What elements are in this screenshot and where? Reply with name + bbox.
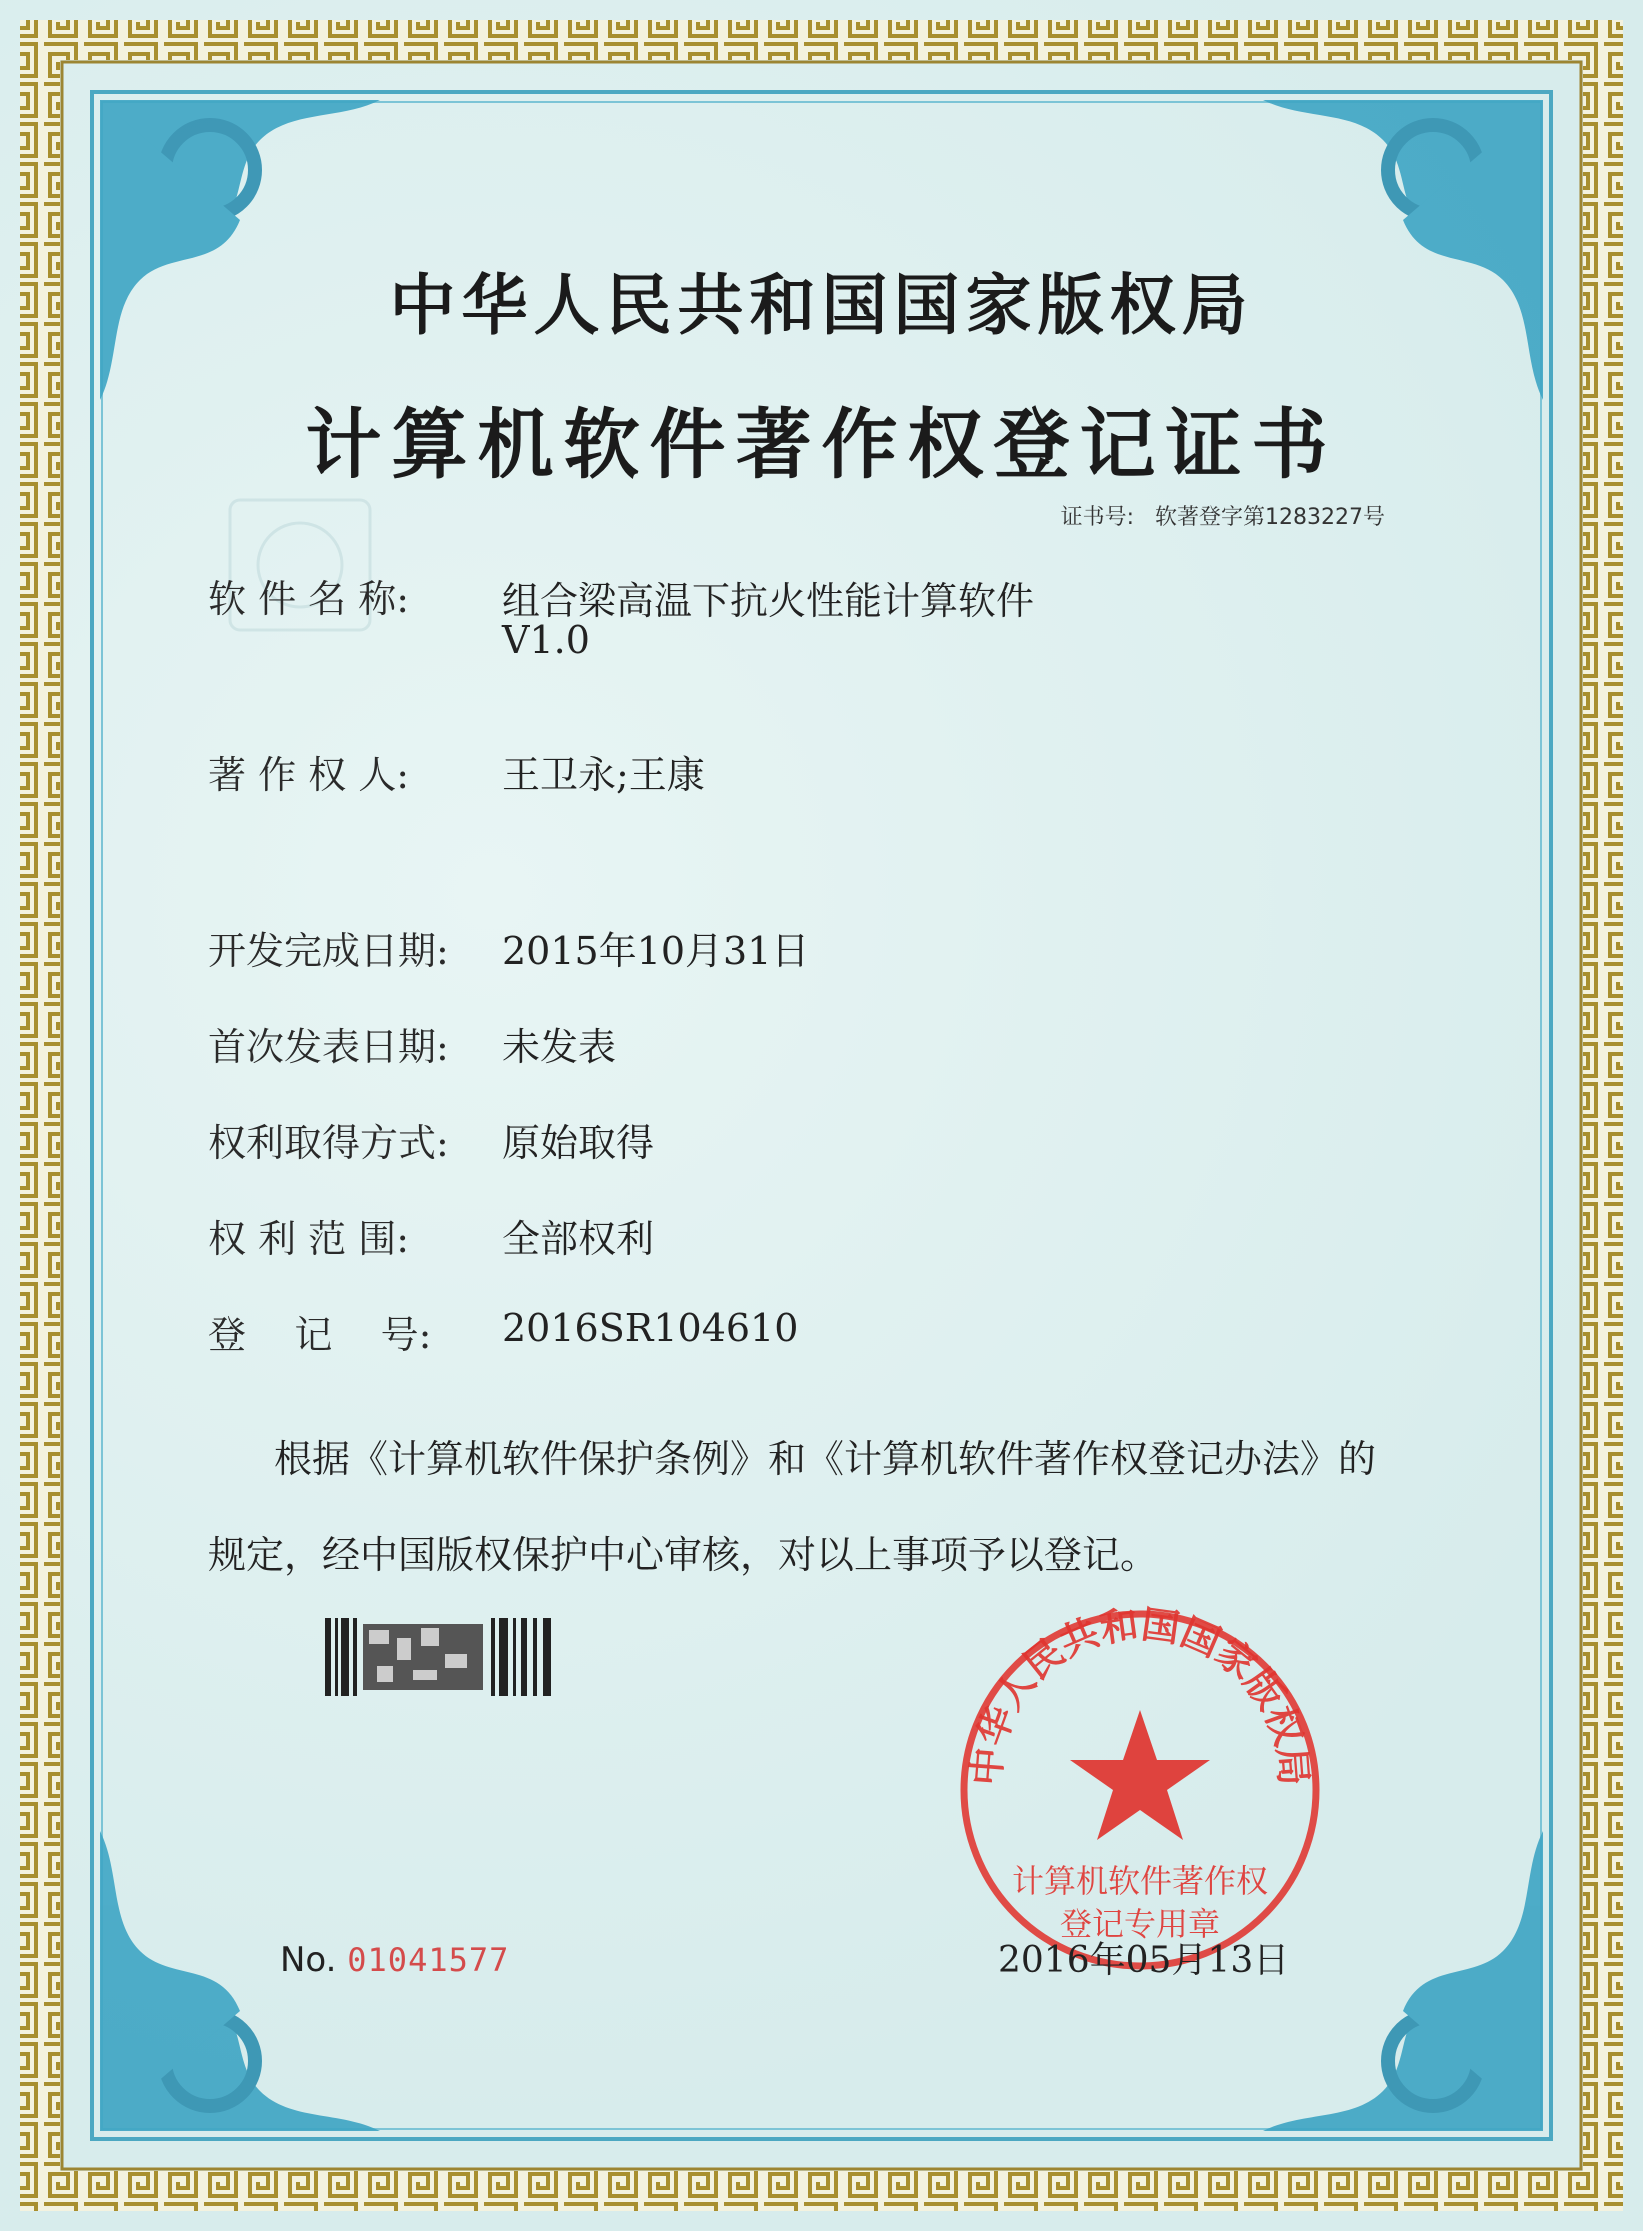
- issue-date: 2016年05月13日: [998, 1940, 1290, 1981]
- certificate-number-value: 软著登字第1283227号: [1155, 505, 1385, 530]
- field-value-completion-date: 2015年10月31日: [502, 929, 810, 973]
- barcode-image: [325, 1618, 557, 1696]
- field-label-registration-number: 登 记 号:: [208, 1313, 432, 1357]
- field-label-first-publish-date: 首次发表日期:: [208, 1025, 449, 1069]
- field-label-copyright-owner: 著 作 权 人:: [208, 753, 410, 797]
- corner-ornament-top-left: [100, 100, 380, 400]
- statement-line-1: 根据《计算机软件保护条例》和《计算机软件著作权登记办法》的: [274, 1437, 1377, 1481]
- field-label-software-name: 软 件 名 称:: [208, 577, 410, 621]
- field-value-acquisition-method: 原始取得: [502, 1121, 655, 1165]
- official-seal: [950, 1600, 1330, 1980]
- certificate-number: [1061, 500, 1385, 531]
- corner-ornament-top-right: [1263, 100, 1543, 400]
- certificate-title: 计算机软件著作权登记证书: [305, 400, 1338, 489]
- serial-number: [280, 1940, 509, 1980]
- field-value-rights-scope: 全部权利: [502, 1217, 655, 1261]
- field-value-software-version: V1.0: [502, 618, 590, 662]
- field-value-first-publish-date: 未发表: [502, 1025, 617, 1069]
- seal-ring-text: 中华人民共和国国家版权局: [963, 1601, 1317, 1787]
- seal-star-icon: [1070, 1710, 1210, 1840]
- statement-line-2: 规定，经中国版权保护中心审核，对以上事项予以登记。: [208, 1533, 1159, 1577]
- issuing-authority: 中华人民共和国国家版权局: [389, 266, 1254, 344]
- serial-number-value: 01041577: [347, 1941, 510, 1979]
- field-value-registration-number: 2016SR104610: [502, 1306, 799, 1350]
- serial-number-label: No.: [280, 1940, 337, 1980]
- field-value-copyright-owner: 王卫永;王康: [502, 753, 705, 797]
- seal-line-1: 计算机软件著作权: [1011, 1862, 1269, 1900]
- certificate-number-label: 证书号:: [1060, 505, 1135, 530]
- corner-ornament-bottom-left: [100, 1831, 380, 2131]
- field-value-software-name: 组合梁高温下抗火性能计算软件: [502, 579, 1035, 623]
- seal-line-2: 登记专用章: [1059, 1905, 1221, 1943]
- field-label-rights-scope: 权 利 范 围:: [208, 1217, 410, 1261]
- field-label-acquisition-method: 权利取得方式:: [208, 1121, 449, 1165]
- field-label-completion-date: 开发完成日期:: [208, 929, 449, 973]
